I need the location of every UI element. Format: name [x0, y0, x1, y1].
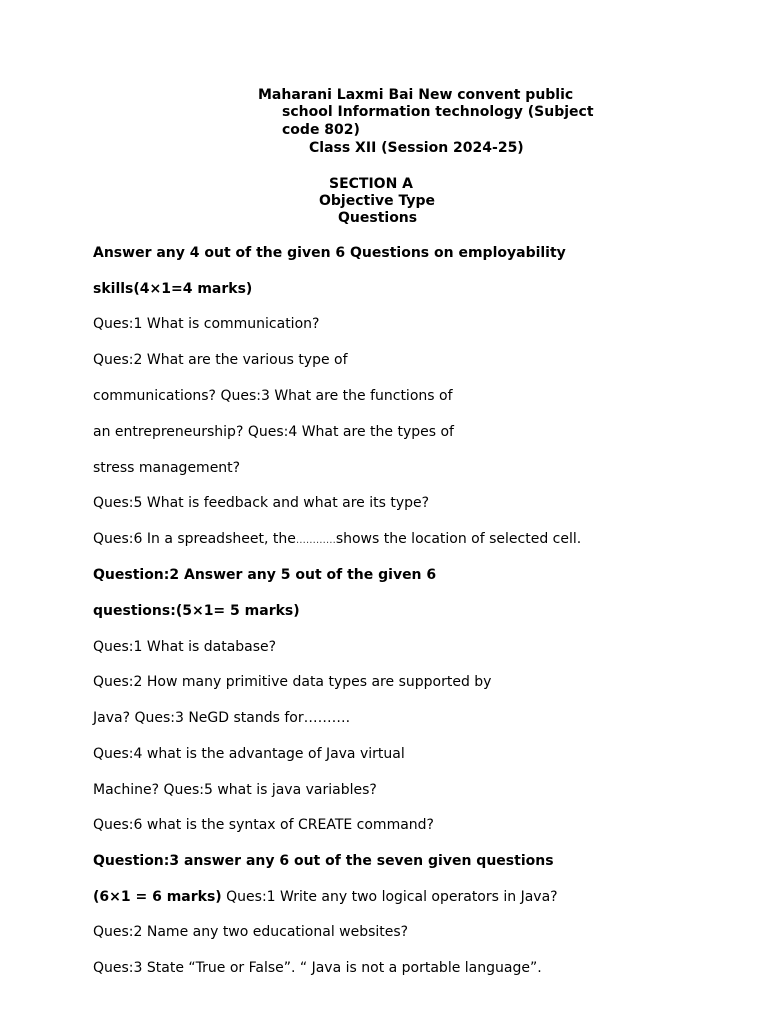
q2-question-line: Ques:6 what is the syntax of CREATE command? [93, 817, 434, 833]
q2-question-line: Ques:1 What is database? [93, 639, 277, 655]
section-title: SECTION A [329, 176, 414, 192]
school-name-line-2: school Information technology (Subject [282, 104, 594, 120]
q1-question-line: stress management? [93, 460, 241, 476]
q1-ques6-blank: ………… [295, 535, 336, 546]
q3-heading-line-2 [93, 888, 558, 906]
q1-ques6-line [93, 530, 581, 550]
q3-question-line: Ques:2 Name any two educational websites? [93, 924, 409, 940]
q1-heading-line-2: skills(4×1=4 marks) [93, 281, 253, 297]
q2-heading-line-1: Question:2 Answer any 5 out of the given 6 [93, 567, 437, 583]
objective-type-title: Objective Type [319, 193, 436, 209]
questions-title: Questions [338, 210, 418, 226]
q2-question-line: Machine? Ques:5 what is java variables? [93, 782, 377, 798]
q3-marks: (6×1 = 6 marks) [93, 889, 222, 905]
q2-heading-line-2: questions:(5×1= 5 marks) [93, 603, 300, 619]
q1-ques6-suffix: shows the location of selected cell. [335, 531, 582, 547]
q1-question-line: communications? Ques:3 What are the functions of [93, 388, 453, 404]
q1-question-line: an entrepreneurship? Ques:4 What are the types of [93, 424, 454, 440]
q1-heading-line-1: Answer any 4 out of the given 6 Questions on employability [93, 245, 566, 261]
q1-question-line: Ques:1 What is communication? [93, 316, 320, 332]
q2-question-line: Ques:4 what is the advantage of Java virtual [93, 746, 405, 762]
school-name-line-1: Maharani Laxmi Bai New convent public [258, 87, 574, 103]
q3-question-line: Ques:3 State “True or False”. “ Java is not a portable language”. [93, 960, 542, 976]
q1-question-line: Ques:5 What is feedback and what are its type? [93, 495, 430, 511]
school-name-line-3: code 802) [282, 122, 360, 138]
q1-ques6-prefix: Ques:6 In a spreadsheet, the [93, 531, 296, 547]
class-session: Class XII (Session 2024-25) [309, 140, 524, 156]
q1-question-line: Ques:2 What are the various type of [93, 352, 348, 368]
q2-question-line: Java? Ques:3 NeGD stands for………. [93, 710, 351, 726]
q3-ques1: Ques:1 Write any two logical operators in Java? [221, 889, 558, 905]
q3-heading-line-1: Question:3 answer any 6 out of the seven given questions [93, 853, 554, 869]
q2-question-line: Ques:2 How many primitive data types are supported by [93, 674, 492, 690]
